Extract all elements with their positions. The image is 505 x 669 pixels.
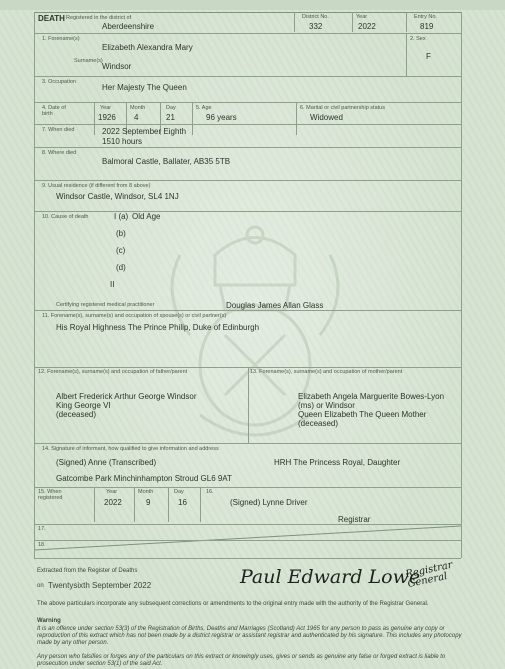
age-label: 5. Age xyxy=(196,105,212,111)
sex-value: F xyxy=(426,52,431,61)
dob-day-label: Day xyxy=(166,105,176,111)
registered-in-label: Registered in the district of xyxy=(66,15,132,21)
district-no-label: District No. xyxy=(302,14,329,20)
where-died-value: Balmoral Castle, Ballater, AB35 5TB xyxy=(102,157,231,166)
when-registered-label: 15. When registered xyxy=(38,489,63,501)
on-label: on xyxy=(37,583,44,589)
when-died-value: 2022 September Eighth xyxy=(102,127,187,136)
father-line-1: Albert Frederick Arthur George Windsor xyxy=(56,392,197,401)
mother-label: 13. Forename(s), surname(s) and occupation of mother/parent xyxy=(250,369,403,375)
forenames-label: 1. Forename(s) xyxy=(42,36,80,42)
registrar-general-title: Registrar General xyxy=(404,559,454,591)
age-value: 96 years xyxy=(206,113,237,122)
cause-1a-value: Old Age xyxy=(132,212,161,221)
dob-month-value: 4 xyxy=(134,113,139,122)
cause-ii: II xyxy=(110,280,115,289)
cause-label: 10. Cause of death xyxy=(42,214,89,220)
where-died-label: 8. Where died xyxy=(42,150,77,156)
cause-b: (b) xyxy=(116,229,126,238)
reg-year-label: Year xyxy=(106,489,118,495)
reg-day-value: 16 xyxy=(178,498,187,507)
mother-line-4: (deceased) xyxy=(298,419,339,428)
register-grid xyxy=(34,12,461,552)
registrar-label: Registrar xyxy=(338,515,371,524)
top-strip xyxy=(0,0,505,10)
row-18-label: 18. xyxy=(38,542,46,548)
death-heading: DEATH xyxy=(38,14,65,23)
year-value: 2022 xyxy=(358,22,376,31)
reg-year-value: 2022 xyxy=(104,498,122,507)
entry-no-label: Entry No. xyxy=(414,14,437,20)
mother-line-3: Queen Elizabeth The Queen Mother xyxy=(298,410,427,419)
warning-title: Warning xyxy=(37,618,61,624)
dob-year-value: 1926 xyxy=(98,113,116,122)
warning-text-1: It is an offence under section 53(3) of the Registration of Births, Deaths and Marriages (Scotland) Act 1965 for any person to pass as genuine any copy or reproduction of this extract which has not been made by a district registrar or assistant registrar and authenticated by his signature. This includes any photocopy made by any other person. xyxy=(37,626,462,646)
extract-date: Twentysixth September 2022 xyxy=(48,581,152,590)
usual-res-label: 9. Usual residence (if different from 8 above) xyxy=(42,183,151,189)
cause-d: (d) xyxy=(116,263,126,272)
surname-value: Windsor xyxy=(102,62,132,71)
spouse-label: 11. Forename(s), surname(s) and occupation of spouse(s) or civil partner(s) xyxy=(42,313,227,319)
dob-label: 4. Date of birth xyxy=(42,105,66,117)
informant-address: Gatcombe Park Minchinhampton Stroud GL6 9AT xyxy=(56,474,232,483)
dob-year-label: Year xyxy=(100,105,112,111)
sex-label: 2. Sex xyxy=(410,36,426,42)
year-label: Year xyxy=(356,14,368,20)
practitioner-value: Douglas James Allan Glass xyxy=(226,301,324,310)
forenames-value: Elizabeth Alexandra Mary xyxy=(102,43,193,52)
father-line-2: King George VI xyxy=(56,401,111,410)
reg-month-value: 9 xyxy=(146,498,151,507)
entry-no-value: 819 xyxy=(420,22,434,31)
reg-month-label: Month xyxy=(138,489,154,495)
extracted-line: Extracted from the Register of Deaths xyxy=(37,568,138,574)
informant-label: 14. Signature of informant, how qualified to give information and address xyxy=(42,446,219,452)
dob-month-label: Month xyxy=(130,105,146,111)
row-17-label: 17. xyxy=(38,526,46,532)
cancel-diagonal-line xyxy=(34,524,461,552)
reg-day-label: Day xyxy=(174,489,184,495)
informant-qualification: HRH The Princess Royal, Daughter xyxy=(274,458,401,467)
district-value: Aberdeenshire xyxy=(102,22,155,31)
when-died-time: 1510 hours xyxy=(102,137,143,146)
district-no-value: 332 xyxy=(309,22,323,31)
when-died-label: 7. When died xyxy=(42,127,75,133)
reg16-label: 16. xyxy=(206,489,214,495)
registrar-signed: (Signed) Lynne Driver xyxy=(230,498,308,507)
warning-text-2: Any person who falsifies or forges any of the particulars on this extract or knowingly uses, gives or sends as genuine any false or forged extract is liable to prosecution under section 53(1) of the said Act. xyxy=(37,654,446,667)
father-line-3: (deceased) xyxy=(56,410,97,419)
mother-line-1: Elizabeth Angela Marguerite Bowes-Lyon xyxy=(298,392,445,401)
cause-1a: I (a) xyxy=(114,212,129,221)
practitioner-label: Certifying registered medical practitioner xyxy=(56,302,155,308)
dob-day-value: 21 xyxy=(166,113,175,122)
marital-label: 6. Marital or civil partnership status xyxy=(300,105,385,111)
mother-line-2: (ms) or Windsor xyxy=(298,401,355,410)
father-label: 12. Forename(s), surname(s) and occupation of father/parent xyxy=(38,369,188,375)
registrar-general-signature: Paul Edward Lowe xyxy=(240,566,421,588)
occupation-label: 3. Occupation xyxy=(42,79,76,85)
informant-signed: (Signed) Anne (Transcribed) xyxy=(56,458,157,467)
surname-label: Surname(s) xyxy=(74,58,103,64)
spouse-value: His Royal Highness The Prince Philip, Duke of Edinburgh xyxy=(56,323,260,332)
cause-c: (c) xyxy=(116,246,126,255)
usual-res-value: Windsor Castle, Windsor, SL4 1NJ xyxy=(56,192,179,201)
occupation-value: Her Majesty The Queen xyxy=(102,83,187,92)
marital-value: Widowed xyxy=(310,113,343,122)
above-particulars-note: The above particulars incorporate any subsequent corrections or amendments to the original entry made with the authority of the Registrar General. xyxy=(37,601,429,607)
